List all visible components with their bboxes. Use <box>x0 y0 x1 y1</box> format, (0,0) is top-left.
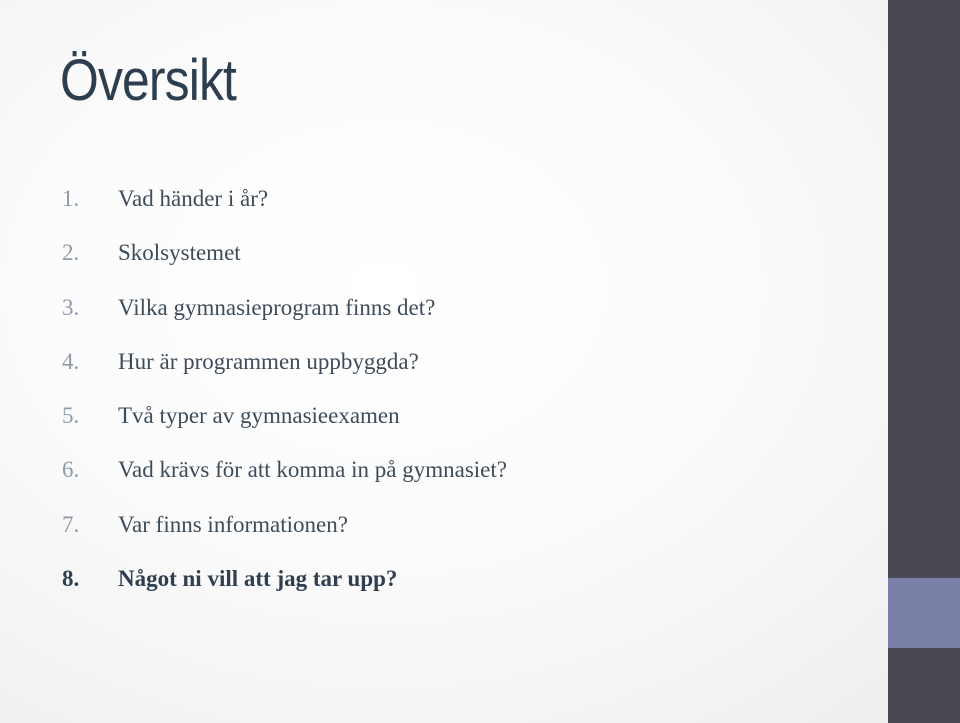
agenda-item-number: 7. <box>62 511 80 537</box>
agenda-list <box>62 184 507 618</box>
agenda-item-text: Något ni vill att jag tar upp? <box>118 566 398 592</box>
agenda-item-number: 5. <box>62 403 80 429</box>
agenda-item-number: 1. <box>62 186 80 211</box>
agenda-item-text: Två typer av gymnasieexamen <box>118 403 400 429</box>
slide-title: Översikt <box>60 48 237 113</box>
theme-sidebar <box>888 0 960 723</box>
agenda-item-text: Vad krävs för att komma in på gymnasiet? <box>118 457 507 483</box>
agenda-item <box>62 347 507 401</box>
agenda-item-number: 3. <box>62 294 80 320</box>
agenda-item-number: 8. <box>62 566 80 592</box>
agenda-item-text: Var finns informationen? <box>118 511 348 537</box>
agenda-item-text: Skolsystemet <box>118 240 241 266</box>
agenda-item-number: 6. <box>62 457 80 483</box>
agenda-item <box>62 455 507 509</box>
agenda-item <box>62 510 507 564</box>
sidebar-accent-block <box>888 578 960 648</box>
agenda-item <box>62 401 507 455</box>
agenda-item <box>62 238 507 292</box>
agenda-item-number: 4. <box>62 348 80 374</box>
agenda-item-text: Vad händer i år? <box>118 186 269 211</box>
agenda-item-number: 2. <box>62 240 80 266</box>
agenda-item-text: Vilka gymnasieprogram finns det? <box>118 294 436 320</box>
agenda-item <box>62 184 507 238</box>
agenda-item <box>62 293 507 347</box>
agenda-item <box>62 564 507 618</box>
agenda-item-text: Hur är programmen uppbyggda? <box>118 348 419 374</box>
